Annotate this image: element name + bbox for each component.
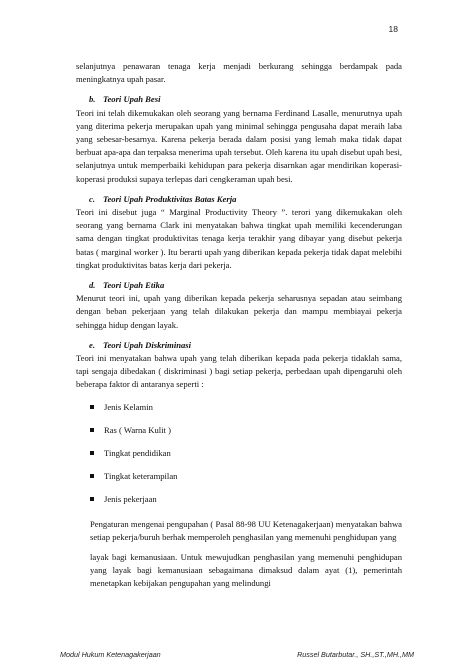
section-heading <box>89 93 402 106</box>
section-title: Teori Upah Besi <box>103 94 161 105</box>
list-item <box>90 424 402 447</box>
section-letter: b. <box>89 94 96 105</box>
list-item <box>90 447 402 470</box>
list-item-label: Tingkat keterampilan <box>104 470 178 481</box>
square-bullet-icon <box>90 474 94 478</box>
square-bullet-icon <box>90 405 94 409</box>
intro-paragraph: selanjutnya penawaran tenaga kerja menjadi berkurang sehingga berdampak pada meningkatnya upah pasar. <box>76 61 402 85</box>
layak-paragraph: layak bagi kemanusiaan. Untuk mewujudkan penghasilan yang memenuhi penghidupan yang layak bagi kemanusiaan sebagaimana dimaksud dalam ayat (1), pemerintah menetapkan kebijakan pengupahan yang melindungi <box>90 552 402 589</box>
section-title: Teori Upah Etika <box>103 280 165 291</box>
square-bullet-icon <box>90 497 94 501</box>
footer-author: Russel Butarbutar., SH.,ST.,MH.,MM <box>297 650 414 659</box>
section-body: Teori ini telah dikemukakan oleh seorang yang bernama Ferdinand Lasalle, menurutnya upah yang diterima pekerja merupakan upah yang minimal sehingga pengusaha dapat meraih laba yang sebesar-besarnya. Karena pekerja berada dalam posisi yang lemah maka tidak dapat berbuat apa-apa dan terpaksa menerima upah tersebut. Oleh karena itu upah disebut upah besi, selanjutnya untuk memperbaiki kehidupan para pekerja disarnkan agar mendirikan koperasi-koperasi produksi supaya terlepas dari cengkeraman upah besi. <box>76 107 402 184</box>
footer-module-title: Modul Hukum Ketenagakerjaan <box>60 650 161 659</box>
section-heading <box>89 193 402 206</box>
section-teori-upah-diskriminasi <box>76 339 402 392</box>
section-title: Teori Upah Produktivitas Batas Kerja <box>103 193 237 204</box>
list-item-label: Ras ( Warna Kulit ) <box>104 424 171 435</box>
section-letter: d. <box>89 280 96 291</box>
list-item-label: Jenis pekerjaan <box>104 493 157 504</box>
page-number: 18 <box>388 24 398 34</box>
section-letter: e. <box>89 339 95 350</box>
list-item <box>90 470 402 493</box>
section-teori-upah-besi <box>76 93 402 185</box>
section-teori-upah-etika <box>76 279 402 332</box>
factor-list <box>76 401 402 516</box>
section-body: Teori ini disebut juga “ Marginal Productivity Theory ”. terori yang dikemukakan oleh seorang yang bernama Clark ini menyatakan bahwa tingkat upah memiliki kecenderungan sama dengan tingkat produktivitas tenaga kerja terakhir yang dibayar yang disebut pekerja batas ( marginal worker ). Itu berarti upah yang diberikan kepada pekerja tidak dapat melebihi tingkat produktivitas batas kerja dari pekerja. <box>76 207 402 270</box>
section-heading <box>89 279 402 292</box>
section-heading <box>89 339 402 352</box>
page-content <box>76 60 402 591</box>
section-teori-upah-produktivitas <box>76 193 402 272</box>
pengaturan-paragraph: Pengaturan mengenai pengupahan ( Pasal 88-98 UU Ketenagakerjaan) menyatakan bahwa setiap pekerja/buruh berhak memperoleh penghasilan yang memenuhi penghidupan yang <box>90 518 402 542</box>
list-item-label: Tingkat pendidikan <box>104 447 171 458</box>
section-letter: c. <box>89 193 95 204</box>
square-bullet-icon <box>90 451 94 455</box>
section-title: Teori Upah Diskriminasi <box>103 339 192 350</box>
section-body: Teori ini menyatakan bahwa upah yang telah diberikan kepada pada pekerja tidaklah sama, tapi sengaja dibedakan ( diskriminasi ) bagi setiap pekerja, perbedaan upah dipengaruhi oleh beberapa faktor di antaranya seperti : <box>76 353 402 390</box>
list-item <box>90 493 402 516</box>
square-bullet-icon <box>90 428 94 432</box>
list-item-label: Jenis Kelamin <box>104 401 153 412</box>
list-item <box>90 401 402 424</box>
section-body: Menurut teori ini, upah yang diberikan kepada pekerja seharusnya sepadan atau seimbang dengan beban pekerjaan yang telah dilakukan pekerja dan mampu membiayai pekerja sehingga hidup dengan layak. <box>76 293 402 330</box>
